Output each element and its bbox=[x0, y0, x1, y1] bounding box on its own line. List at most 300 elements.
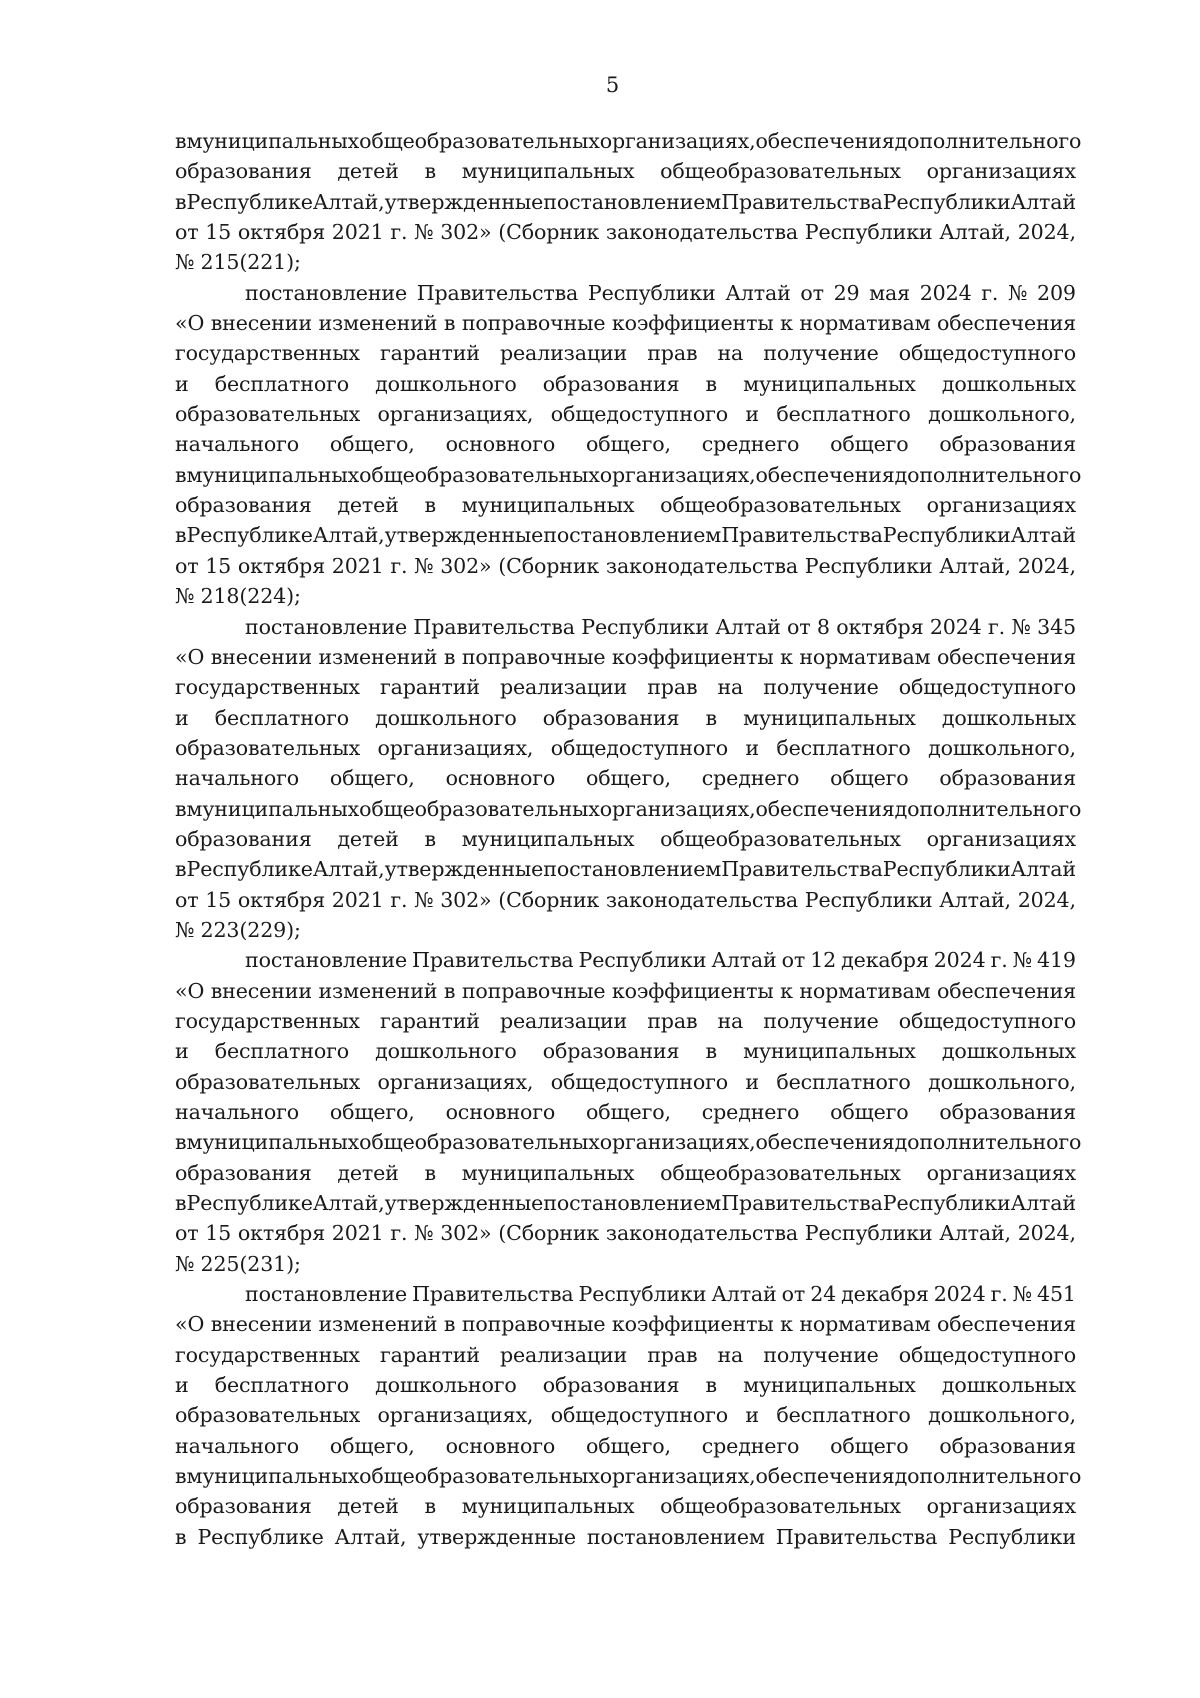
text-line bbox=[175, 885, 1076, 915]
word: нормативам bbox=[799, 1312, 931, 1337]
text-line bbox=[175, 126, 1082, 156]
word: дополнительного bbox=[894, 129, 1082, 153]
word: в bbox=[175, 1130, 187, 1155]
word: октября bbox=[836, 614, 924, 639]
word: поправочные bbox=[461, 1312, 606, 1337]
text-line bbox=[175, 520, 1076, 550]
word: муниципальных bbox=[743, 371, 916, 396]
word: муниципальных bbox=[186, 1464, 360, 1489]
word: бесплатного bbox=[776, 402, 911, 427]
text-line bbox=[175, 672, 1076, 702]
word: 302» bbox=[440, 553, 492, 578]
word: и bbox=[745, 1069, 759, 1094]
word: гарантий bbox=[379, 675, 480, 700]
word: Правительства bbox=[721, 523, 883, 548]
word: Республике bbox=[197, 1524, 324, 1549]
word: общего bbox=[830, 1100, 909, 1124]
word: прав bbox=[647, 1342, 698, 1367]
word: организациях, bbox=[377, 1069, 534, 1094]
word: утвержденные bbox=[384, 523, 544, 548]
word: декабря bbox=[841, 948, 929, 973]
word: в bbox=[424, 159, 436, 184]
word: внесении bbox=[210, 311, 312, 336]
word: Республики bbox=[587, 280, 716, 305]
word: общего, bbox=[329, 1433, 415, 1458]
word: в bbox=[175, 462, 187, 487]
word: в bbox=[705, 1039, 717, 1064]
word: № bbox=[414, 220, 434, 245]
word: 223(229); bbox=[200, 917, 301, 942]
word: Республике bbox=[186, 857, 313, 882]
paragraph-first-line bbox=[175, 945, 1076, 975]
word: дошкольных bbox=[941, 371, 1076, 396]
word: № bbox=[1012, 948, 1032, 973]
word: от bbox=[175, 220, 199, 245]
word: бесплатного bbox=[776, 735, 911, 760]
word: дошкольного, bbox=[928, 1403, 1076, 1428]
word: в bbox=[424, 493, 436, 518]
word: Алтай bbox=[1010, 189, 1076, 214]
word: законодательства bbox=[605, 553, 799, 578]
word: Алтай, bbox=[312, 1191, 385, 1216]
word: коэффициенты bbox=[611, 311, 774, 336]
word: начального bbox=[175, 1100, 300, 1124]
word: 2024 bbox=[933, 948, 986, 973]
paragraph-first-line bbox=[175, 612, 1076, 642]
word: общеобразовательных bbox=[359, 1130, 600, 1155]
word: общедоступного bbox=[550, 1069, 728, 1094]
word: 2024 bbox=[933, 1282, 986, 1307]
text-line bbox=[175, 429, 1076, 459]
word: от bbox=[175, 553, 199, 578]
text-line bbox=[175, 399, 1076, 429]
word: детей bbox=[337, 1160, 399, 1185]
word: постановлением bbox=[586, 1524, 765, 1549]
word: постановлением bbox=[543, 189, 722, 214]
word: общедоступного bbox=[550, 735, 728, 760]
word: коэффициенты bbox=[611, 1312, 774, 1337]
word: начального bbox=[175, 432, 300, 457]
text-line bbox=[175, 217, 1076, 247]
word: и bbox=[175, 1373, 189, 1398]
word: поправочные bbox=[461, 311, 606, 336]
word: (Сборник bbox=[498, 887, 600, 912]
word: и bbox=[745, 735, 759, 760]
word: образования bbox=[542, 1373, 680, 1398]
word: реализации bbox=[499, 1008, 628, 1033]
word: утвержденные bbox=[384, 1191, 544, 1216]
word: в bbox=[443, 311, 456, 336]
text-line bbox=[175, 824, 1076, 854]
word: обеспечения bbox=[755, 1464, 895, 1489]
word: государственных bbox=[175, 341, 360, 366]
word: Республике bbox=[186, 1191, 313, 1216]
word: 2024, bbox=[1017, 1221, 1076, 1246]
word: 215(221); bbox=[200, 250, 301, 275]
word: Республики bbox=[581, 614, 709, 639]
word: организациях, bbox=[599, 1464, 756, 1489]
word: на bbox=[717, 1008, 744, 1033]
word: начального bbox=[175, 766, 300, 791]
text-line bbox=[175, 1067, 1076, 1097]
word: обеспечения bbox=[936, 311, 1076, 336]
word: декабря bbox=[841, 1282, 929, 1307]
word: г. bbox=[990, 948, 1008, 973]
word: получение bbox=[763, 341, 879, 366]
word: реализации bbox=[499, 341, 628, 366]
word: образования bbox=[939, 432, 1076, 457]
text-line bbox=[175, 1127, 1082, 1157]
word: бесплатного bbox=[776, 1403, 911, 1428]
word: дошкольного, bbox=[928, 735, 1076, 760]
word: поправочные bbox=[461, 644, 606, 669]
word: законодательства bbox=[605, 887, 799, 912]
word: от bbox=[781, 948, 806, 973]
word: «О bbox=[175, 311, 205, 336]
text-line bbox=[175, 1400, 1076, 1430]
word: общеобразовательных bbox=[359, 462, 600, 487]
word: гарантий bbox=[379, 1342, 480, 1367]
text-line bbox=[175, 1522, 1076, 1552]
word: основного bbox=[445, 1100, 556, 1124]
word: организациях bbox=[926, 1160, 1076, 1185]
word: к bbox=[780, 1312, 793, 1337]
word: Алтай, bbox=[939, 553, 1011, 578]
word: изменений bbox=[318, 1312, 438, 1337]
word: Алтай bbox=[1010, 857, 1076, 882]
word: в bbox=[175, 1464, 187, 1489]
word: дошкольного, bbox=[928, 402, 1076, 427]
text-line bbox=[175, 1309, 1076, 1339]
word: Республики bbox=[578, 1282, 707, 1307]
text-line bbox=[175, 156, 1076, 186]
word: № bbox=[1012, 1282, 1032, 1307]
word: в bbox=[175, 189, 187, 214]
word: 2024, bbox=[1017, 887, 1076, 912]
word: поправочные bbox=[461, 978, 606, 1003]
word: общеобразовательных bbox=[359, 1464, 600, 1489]
word: основного bbox=[445, 432, 556, 457]
text-line bbox=[175, 915, 1076, 945]
word: образования bbox=[542, 1039, 680, 1064]
word: мая bbox=[869, 280, 911, 305]
word: Республики bbox=[804, 887, 933, 912]
word: 209 bbox=[1037, 280, 1076, 305]
word: дошкольного bbox=[375, 1039, 517, 1064]
word: 302» bbox=[440, 1221, 492, 1246]
word: муниципальных bbox=[743, 705, 916, 730]
word: бесплатного bbox=[214, 1039, 349, 1064]
word: 15 bbox=[205, 220, 232, 245]
word: № bbox=[1007, 280, 1028, 305]
text-line bbox=[175, 763, 1076, 793]
word: обеспечения bbox=[936, 1312, 1076, 1337]
word: организациях bbox=[926, 159, 1076, 184]
word: от bbox=[175, 887, 199, 912]
word: общего bbox=[830, 766, 909, 791]
word: Алтай bbox=[725, 280, 791, 305]
word: 15 bbox=[205, 1221, 232, 1246]
word: от bbox=[787, 614, 811, 639]
word: нормативам bbox=[799, 311, 931, 336]
word: в bbox=[424, 826, 436, 851]
document-body bbox=[175, 126, 1082, 1552]
word: общедоступного bbox=[550, 402, 728, 427]
text-line bbox=[175, 247, 1076, 277]
word: обеспечения bbox=[755, 462, 895, 487]
word: законодательства bbox=[605, 220, 799, 245]
text-line bbox=[175, 1491, 1076, 1521]
word: (Сборник bbox=[498, 1221, 600, 1246]
word: постановление bbox=[245, 1282, 408, 1307]
word: Правительства bbox=[416, 280, 579, 305]
word: бесплатного bbox=[776, 1069, 911, 1094]
word: среднего bbox=[701, 1433, 800, 1458]
word: Республики bbox=[948, 1524, 1076, 1549]
text-line bbox=[175, 854, 1076, 884]
word: муниципальных bbox=[186, 796, 360, 821]
word: Республики bbox=[804, 220, 933, 245]
word: организациях, bbox=[599, 796, 756, 821]
word: № bbox=[414, 553, 434, 578]
word: прав bbox=[647, 1008, 698, 1033]
word: общеобразовательных bbox=[359, 129, 600, 153]
word: утвержденные bbox=[384, 857, 544, 882]
text-line bbox=[175, 1097, 1076, 1127]
word: 24 bbox=[810, 1282, 837, 1307]
word: образовательных bbox=[175, 1069, 361, 1094]
text-line bbox=[175, 581, 1076, 611]
text-line bbox=[175, 551, 1076, 581]
word: Алтай, bbox=[939, 887, 1011, 912]
word: гарантий bbox=[379, 341, 480, 366]
word: постановление bbox=[245, 614, 408, 639]
text-line bbox=[175, 308, 1076, 338]
text-line bbox=[175, 1249, 1076, 1279]
word: общего bbox=[830, 1433, 909, 1458]
word: 419 bbox=[1037, 948, 1076, 973]
word: образовательных bbox=[175, 735, 361, 760]
word: Алтай, bbox=[312, 857, 385, 882]
word: муниципальных bbox=[461, 1494, 635, 1519]
word: к bbox=[780, 311, 793, 336]
word: Алтай bbox=[1010, 1191, 1076, 1216]
word: образования bbox=[939, 1433, 1076, 1458]
word: Республики bbox=[882, 1191, 1011, 1216]
text-line bbox=[175, 794, 1082, 824]
text-line bbox=[175, 187, 1076, 217]
word: организациях, bbox=[377, 1403, 534, 1428]
word: нормативам bbox=[799, 644, 931, 669]
word: среднего bbox=[701, 1100, 800, 1124]
word: дополнительного bbox=[894, 796, 1082, 821]
word: 29 bbox=[833, 280, 860, 305]
text-line bbox=[175, 338, 1076, 368]
word: от bbox=[175, 1221, 199, 1246]
word: «О bbox=[175, 1312, 205, 1337]
word: 2024 bbox=[929, 614, 982, 639]
word: в bbox=[175, 857, 187, 882]
word: Правительства bbox=[412, 1282, 574, 1307]
word: на bbox=[717, 1342, 744, 1367]
word: 2021 bbox=[331, 220, 384, 245]
word: внесении bbox=[210, 1312, 312, 1337]
text-line bbox=[175, 1188, 1076, 1218]
word: обеспечения bbox=[755, 129, 895, 153]
word: «О bbox=[175, 978, 205, 1003]
word: обеспечения bbox=[936, 644, 1076, 669]
word: и bbox=[175, 371, 189, 396]
word: коэффициенты bbox=[611, 644, 774, 669]
word: Республики bbox=[882, 857, 1011, 882]
word: общеобразовательных bbox=[660, 1160, 901, 1185]
word: 12 bbox=[810, 948, 837, 973]
word: 2021 bbox=[331, 887, 384, 912]
word: в bbox=[175, 523, 187, 548]
word: № bbox=[175, 917, 195, 942]
text-line bbox=[175, 976, 1076, 1006]
text-line bbox=[175, 1036, 1076, 1066]
word: постановление bbox=[245, 948, 408, 973]
word: дошкольных bbox=[941, 1039, 1076, 1064]
text-line bbox=[175, 460, 1082, 490]
word: Республике bbox=[186, 523, 313, 548]
word: 345 bbox=[1037, 614, 1076, 639]
word: организациях, bbox=[599, 1130, 756, 1155]
word: постановлением bbox=[543, 857, 722, 882]
word: дошкольных bbox=[941, 1373, 1076, 1398]
word: бесплатного bbox=[214, 1373, 349, 1398]
word: Алтай, bbox=[334, 1524, 407, 1549]
word: г. bbox=[390, 887, 408, 912]
word: детей bbox=[337, 1494, 399, 1519]
word: «О bbox=[175, 644, 205, 669]
word: г. bbox=[390, 553, 408, 578]
word: 15 bbox=[205, 553, 232, 578]
word: муниципальных bbox=[743, 1373, 916, 1398]
word: Алтай, bbox=[939, 1221, 1011, 1246]
word: получение bbox=[763, 1342, 879, 1367]
word: в bbox=[424, 1160, 436, 1185]
word: общего, bbox=[586, 432, 671, 457]
word: Правительства bbox=[413, 614, 575, 639]
word: г. bbox=[390, 220, 408, 245]
word: общеобразовательных bbox=[660, 1494, 901, 1519]
word: образования bbox=[542, 371, 680, 396]
word: г. bbox=[981, 280, 999, 305]
word: Республики bbox=[882, 523, 1011, 548]
word: октября bbox=[237, 553, 326, 578]
word: изменений bbox=[318, 978, 438, 1003]
word: в bbox=[443, 978, 456, 1003]
word: образования bbox=[175, 159, 312, 184]
word: от bbox=[800, 280, 824, 305]
word: в bbox=[175, 1191, 187, 1216]
word: в bbox=[705, 371, 717, 396]
word: и bbox=[175, 705, 189, 730]
word: основного bbox=[445, 1433, 556, 1458]
word: постановлением bbox=[543, 1191, 722, 1216]
word: дошкольного bbox=[375, 371, 517, 396]
word: детей bbox=[337, 159, 399, 184]
text-line bbox=[175, 1340, 1076, 1370]
word: организациях bbox=[926, 826, 1076, 851]
word: муниципальных bbox=[461, 493, 635, 518]
word: среднего bbox=[701, 432, 800, 457]
paragraph-first-line bbox=[175, 278, 1076, 308]
text-line bbox=[175, 642, 1076, 672]
word: г. bbox=[390, 1221, 408, 1246]
word: обеспечения bbox=[755, 796, 895, 821]
word: муниципальных bbox=[461, 159, 635, 184]
word: 225(231); bbox=[200, 1251, 301, 1276]
word: общего, bbox=[586, 1433, 671, 1458]
word: на bbox=[717, 341, 744, 366]
word: общедоступного bbox=[550, 1403, 728, 1428]
word: образования bbox=[175, 493, 312, 518]
word: от bbox=[781, 1282, 806, 1307]
text-line bbox=[175, 490, 1076, 520]
word: 302» bbox=[440, 220, 492, 245]
word: обеспечения bbox=[755, 1130, 895, 1155]
word: основного bbox=[445, 766, 556, 791]
word: октября bbox=[237, 1221, 326, 1246]
word: 2024, bbox=[1017, 553, 1076, 578]
word: государственных bbox=[175, 675, 360, 700]
text-line bbox=[175, 1218, 1076, 1248]
word: обеспечения bbox=[936, 978, 1076, 1003]
word: образования bbox=[542, 705, 680, 730]
word: № bbox=[414, 887, 434, 912]
word: получение bbox=[763, 1008, 879, 1033]
text-line bbox=[175, 1370, 1076, 1400]
word: общеобразовательных bbox=[660, 493, 901, 518]
word: г. bbox=[990, 1282, 1008, 1307]
word: Республики bbox=[804, 553, 933, 578]
word: Республики bbox=[804, 1221, 933, 1246]
word: Алтай bbox=[711, 948, 777, 973]
word: Правительства bbox=[721, 189, 883, 214]
word: изменений bbox=[318, 644, 438, 669]
text-line bbox=[175, 1431, 1076, 1461]
word: бесплатного bbox=[214, 705, 349, 730]
word: общедоступного bbox=[898, 675, 1076, 700]
word: Республики bbox=[578, 948, 707, 973]
word: г. bbox=[988, 614, 1006, 639]
word: прав bbox=[647, 675, 698, 700]
word: Правительства bbox=[412, 948, 574, 973]
word: и bbox=[745, 402, 759, 427]
word: Правительства bbox=[721, 1191, 883, 1216]
word: в bbox=[443, 644, 456, 669]
word: общедоступного bbox=[898, 1008, 1076, 1033]
word: дошкольных bbox=[941, 705, 1076, 730]
text-line bbox=[175, 369, 1076, 399]
word: в bbox=[175, 1524, 187, 1549]
word: № bbox=[175, 584, 195, 609]
word: в bbox=[705, 1373, 717, 1398]
word: организациях, bbox=[599, 129, 756, 153]
word: Алтай, bbox=[312, 189, 385, 214]
word: общего, bbox=[329, 1100, 415, 1124]
word: дошкольного, bbox=[928, 1069, 1076, 1094]
word: муниципальных bbox=[461, 1160, 635, 1185]
word: муниципальных bbox=[186, 129, 360, 153]
word: реализации bbox=[499, 675, 628, 700]
word: общего, bbox=[329, 432, 415, 457]
word: муниципальных bbox=[743, 1039, 916, 1064]
word: детей bbox=[337, 826, 399, 851]
